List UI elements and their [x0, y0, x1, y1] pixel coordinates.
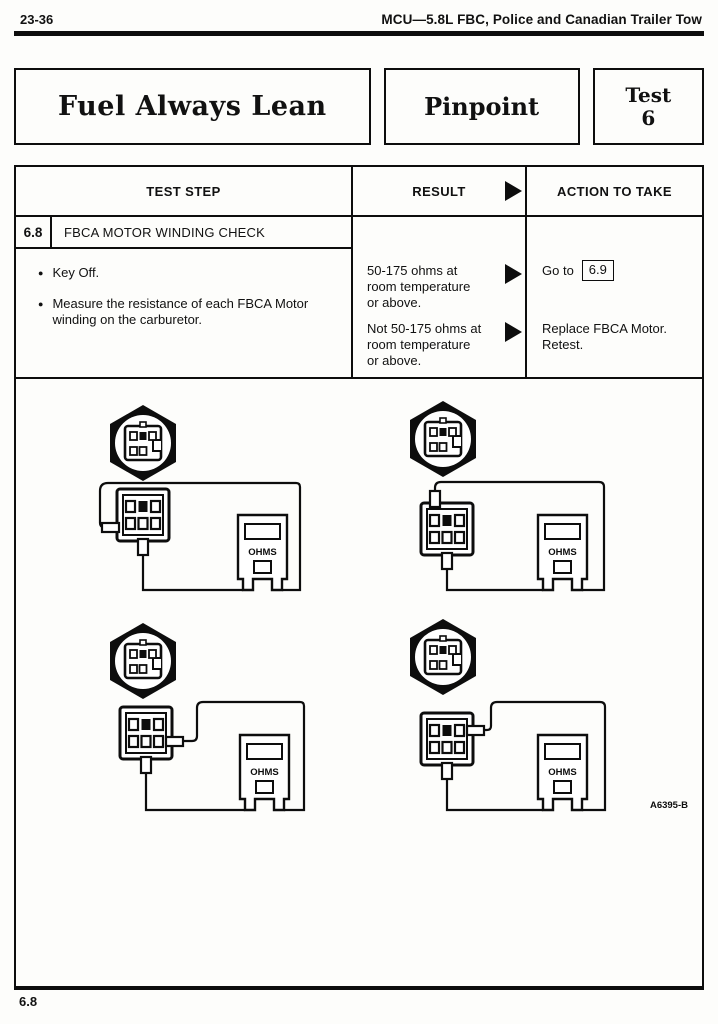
probe-tip: [442, 763, 452, 779]
action-item: Go to 6.9: [542, 263, 696, 321]
test-lead-wire: [447, 777, 543, 810]
instruction-item: ● Measure the resistance of each FBCA Motor winding on the carburetor.: [38, 296, 309, 327]
hookup-diagram-bottom-left: [110, 623, 304, 810]
header-rule: [14, 31, 704, 36]
step-header: [16, 217, 351, 249]
hookup-diagram-bottom-right: [410, 619, 605, 810]
pinpoint-box: Pinpoint: [384, 68, 580, 145]
connector-face-callout-icon: [110, 623, 176, 699]
ohmmeter: [238, 515, 287, 590]
fbca-connector: [120, 707, 172, 759]
test-number: 6: [641, 105, 656, 130]
instruction-item: ● Key Off.: [38, 265, 100, 280]
result-arrow-icon: [505, 322, 522, 342]
connector-face-callout-icon: [410, 401, 476, 477]
result-item: Not 50-175 ohms at room temperature or above.: [367, 321, 522, 369]
test-step-cell: [16, 217, 353, 377]
col-header-result: RESULT: [353, 167, 527, 215]
table-header-row: [16, 167, 702, 217]
winding-check-diagram: OHMS A6395-B: [16, 379, 702, 990]
section-title: MCU—5.8L FBC, Police and Canadian Trailer Tow: [381, 12, 702, 27]
probe-tip: [102, 523, 119, 532]
probe-tip: [430, 491, 440, 507]
goto-step-ref: 6.9: [582, 260, 614, 281]
test-number-box: [593, 68, 704, 145]
connector-face-callout-icon: [110, 405, 176, 481]
action-cell: [527, 217, 702, 377]
probe-tip: [467, 726, 484, 735]
probe-tip: [138, 539, 148, 555]
probe-tip: [442, 553, 452, 569]
result-arrow-icon: [505, 181, 522, 201]
fbca-connector: [421, 713, 473, 765]
step-instructions: [16, 249, 351, 328]
footer-step-ref: 6.8: [19, 994, 38, 1009]
figure-id: A6395-B: [649, 800, 688, 811]
result-arrow-icon: [505, 264, 522, 284]
page-number: 23-36: [20, 12, 54, 27]
ohmmeter: [538, 735, 587, 810]
fbca-connector: [421, 503, 473, 555]
test-step-row: [16, 217, 702, 379]
ohmmeter: [538, 515, 587, 590]
pinpoint-test-table: [14, 165, 704, 990]
figure-cell: [16, 379, 702, 986]
test-lead-wire: [447, 567, 543, 590]
result-item: 50-175 ohms at room temperature or above.: [367, 263, 522, 311]
step-title: FBCA MOTOR WINDING CHECK: [64, 224, 266, 240]
test-lead-wire: [146, 769, 245, 810]
bullet-icon: ●: [38, 268, 44, 278]
probe-tip: [141, 757, 151, 773]
connector-face-callout-icon: [410, 619, 476, 695]
col-header-action: ACTION TO TAKE: [557, 183, 672, 199]
probe-tip: [166, 737, 183, 746]
fbca-connector: [117, 489, 169, 541]
banner: [14, 68, 704, 145]
test-word: Test: [625, 82, 672, 107]
ohmmeter: [240, 735, 289, 810]
result-cell: [353, 217, 527, 377]
step-number: 6.8: [16, 217, 52, 247]
hookup-diagram-top-left: [100, 405, 300, 590]
bullet-icon: ●: [38, 299, 44, 309]
test-name-box: Fuel Always Lean: [14, 68, 371, 145]
hookup-diagram-top-right: [410, 401, 604, 590]
action-item: Replace FBCA Motor. Retest.: [542, 321, 667, 352]
col-header-test-step: TEST STEP: [16, 167, 353, 215]
